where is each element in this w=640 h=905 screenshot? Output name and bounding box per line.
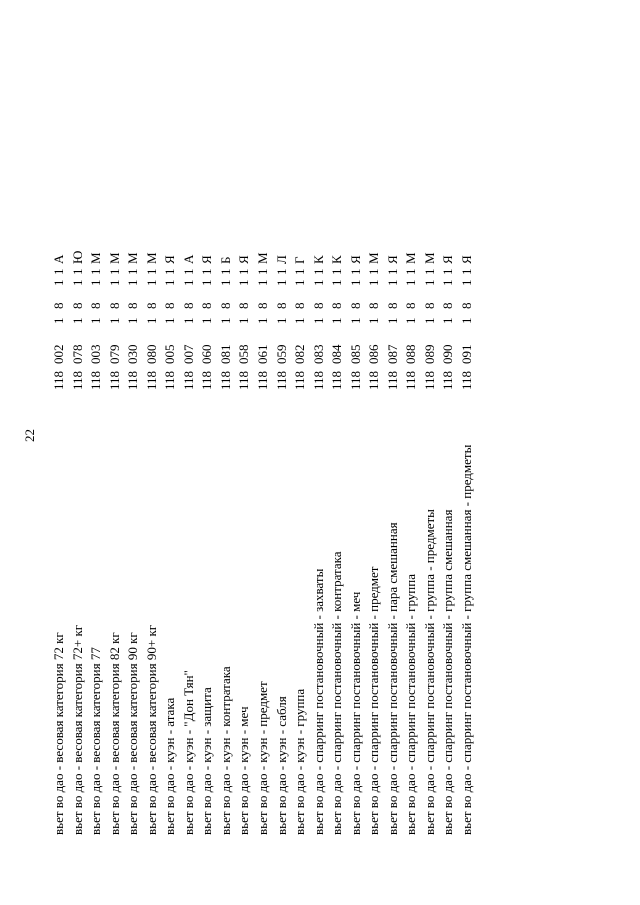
code-prefix: 118 bbox=[273, 370, 289, 390]
code-letter: Я bbox=[459, 255, 475, 264]
code-digit-c: 1 bbox=[199, 279, 215, 286]
code-letter: М bbox=[255, 252, 271, 264]
code-digit-c: 1 bbox=[440, 279, 456, 286]
discipline-name: вьет во дао - куэн - защита bbox=[199, 687, 215, 835]
table-row bbox=[235, 120, 254, 835]
code-digit-a: 1 bbox=[51, 317, 66, 324]
discipline-name: вьет во дао - спарринг постановочный - контратака bbox=[329, 551, 345, 835]
code-number: 005 bbox=[162, 344, 178, 364]
code-letter: Л bbox=[273, 255, 289, 264]
code-digit-d: 1 bbox=[88, 268, 104, 275]
code-digit-b: 8 bbox=[217, 302, 233, 309]
code-digit-b: 8 bbox=[51, 302, 66, 309]
code-number: 080 bbox=[143, 344, 159, 364]
code-digit-c: 1 bbox=[69, 279, 85, 286]
code-letter: Б bbox=[217, 256, 233, 264]
code-digit-a: 1 bbox=[273, 317, 289, 324]
code-digit-a: 1 bbox=[69, 317, 85, 324]
code-digit-b: 8 bbox=[180, 302, 196, 309]
code-prefix: 118 bbox=[217, 370, 233, 390]
code-digit-a: 1 bbox=[310, 317, 326, 324]
code-digit-b: 8 bbox=[459, 302, 475, 309]
discipline-name: вьет во дао - куэн - контратака bbox=[217, 666, 233, 835]
code-digit-c: 1 bbox=[125, 279, 141, 286]
table-row bbox=[365, 120, 384, 835]
code-digit-a: 1 bbox=[199, 317, 215, 324]
table-row bbox=[328, 120, 347, 835]
code-digit-b: 8 bbox=[88, 302, 104, 309]
discipline-name: вьет во дао - куэн - предмет bbox=[255, 681, 271, 835]
discipline-name: вьет во дао - куэн - сабля bbox=[273, 696, 289, 835]
code-digit-d: 1 bbox=[403, 268, 419, 275]
code-digit-b: 8 bbox=[162, 302, 178, 309]
table-row bbox=[69, 120, 88, 835]
code-digit-a: 1 bbox=[292, 317, 308, 324]
code-digit-c: 1 bbox=[347, 279, 363, 286]
code-digit-d: 1 bbox=[440, 268, 456, 275]
code-letter: К bbox=[329, 255, 345, 264]
code-prefix: 118 bbox=[347, 370, 363, 390]
code-number: 091 bbox=[459, 344, 475, 364]
code-letter: А bbox=[180, 254, 196, 264]
code-prefix: 118 bbox=[384, 370, 400, 390]
code-digit-c: 1 bbox=[88, 279, 104, 286]
code-number: 059 bbox=[273, 344, 289, 364]
code-digit-b: 8 bbox=[236, 302, 252, 309]
code-digit-b: 8 bbox=[125, 302, 141, 309]
code-digit-b: 8 bbox=[273, 302, 289, 309]
code-digit-a: 1 bbox=[143, 317, 159, 324]
code-digit-a: 1 bbox=[125, 317, 141, 324]
code-digit-a: 1 bbox=[180, 317, 196, 324]
code-letter: Я bbox=[162, 255, 178, 264]
code-digit-c: 1 bbox=[310, 279, 326, 286]
code-digit-c: 1 bbox=[143, 279, 159, 286]
table-row bbox=[291, 120, 310, 835]
code-digit-c: 1 bbox=[366, 279, 382, 286]
code-digit-b: 8 bbox=[106, 302, 122, 309]
code-digit-b: 8 bbox=[255, 302, 271, 309]
code-letter: М bbox=[366, 252, 382, 264]
code-digit-c: 1 bbox=[180, 279, 196, 286]
page-number: 22 bbox=[22, 429, 37, 442]
code-letter: Я bbox=[199, 255, 215, 264]
code-digit-c: 1 bbox=[273, 279, 289, 286]
code-digit-d: 1 bbox=[236, 268, 252, 275]
table-row bbox=[273, 120, 292, 835]
code-number: 082 bbox=[292, 344, 308, 364]
discipline-name: вьет во дао - весовая категория 82 кг bbox=[106, 632, 122, 835]
code-prefix: 118 bbox=[180, 370, 196, 390]
code-digit-d: 1 bbox=[329, 268, 345, 275]
code-letter: М bbox=[421, 252, 437, 264]
code-digit-c: 1 bbox=[162, 279, 178, 286]
code-letter: М bbox=[106, 252, 122, 264]
code-digit-b: 8 bbox=[310, 302, 326, 309]
code-prefix: 118 bbox=[143, 370, 159, 390]
code-prefix: 118 bbox=[106, 370, 122, 390]
code-digit-d: 1 bbox=[199, 268, 215, 275]
code-prefix: 118 bbox=[255, 370, 271, 390]
code-prefix: 118 bbox=[329, 370, 345, 390]
code-letter: Я bbox=[384, 255, 400, 264]
table-row bbox=[384, 120, 403, 835]
discipline-name: вьет во дао - куэн - группа bbox=[292, 688, 308, 835]
code-number: 058 bbox=[236, 344, 252, 364]
code-number: 002 bbox=[51, 344, 66, 364]
discipline-name: вьет во дао - спарринг постановочный - предмет bbox=[366, 566, 382, 835]
table-row bbox=[217, 120, 236, 835]
code-prefix: 118 bbox=[236, 370, 252, 390]
code-letter: Ю bbox=[69, 250, 85, 264]
code-digit-c: 1 bbox=[255, 279, 271, 286]
discipline-name: вьет во дао - спарринг постановочный - группа смешанная bbox=[440, 509, 456, 835]
table-row bbox=[347, 120, 366, 835]
code-prefix: 118 bbox=[440, 370, 456, 390]
table-row bbox=[50, 120, 69, 835]
code-digit-a: 1 bbox=[88, 317, 104, 324]
code-digit-a: 1 bbox=[106, 317, 122, 324]
code-digit-d: 1 bbox=[162, 268, 178, 275]
code-prefix: 118 bbox=[69, 370, 85, 390]
code-letter: Г bbox=[292, 256, 308, 264]
code-digit-c: 1 bbox=[421, 279, 437, 286]
code-digit-d: 1 bbox=[180, 268, 196, 275]
code-prefix: 118 bbox=[162, 370, 178, 390]
code-number: 030 bbox=[125, 344, 141, 364]
discipline-name: вьет во дао - спарринг постановочный - захваты bbox=[310, 568, 326, 835]
code-digit-a: 1 bbox=[403, 317, 419, 324]
code-digit-d: 1 bbox=[292, 268, 308, 275]
table-row bbox=[402, 120, 421, 835]
code-prefix: 118 bbox=[421, 370, 437, 390]
code-digit-d: 1 bbox=[51, 268, 66, 275]
table-row bbox=[439, 120, 458, 835]
code-digit-d: 1 bbox=[384, 268, 400, 275]
table-row bbox=[124, 120, 143, 835]
code-number: 083 bbox=[310, 344, 326, 364]
code-letter: М bbox=[143, 252, 159, 264]
discipline-name: вьет во дао - весовая категория 77 bbox=[88, 647, 104, 835]
code-digit-d: 1 bbox=[143, 268, 159, 275]
code-digit-c: 1 bbox=[384, 279, 400, 286]
discipline-name: вьет во дао - спарринг постановочный - группа bbox=[403, 574, 419, 835]
code-digit-a: 1 bbox=[162, 317, 178, 324]
code-digit-b: 8 bbox=[347, 302, 363, 309]
code-number: 007 bbox=[180, 344, 196, 364]
code-digit-b: 8 bbox=[199, 302, 215, 309]
code-letter: М bbox=[88, 252, 104, 264]
code-number: 060 bbox=[199, 344, 215, 364]
discipline-name: вьет во дао - спарринг постановочный - меч bbox=[347, 591, 363, 835]
discipline-name: вьет во дао - весовая категория 90+ кг bbox=[143, 624, 159, 835]
code-digit-a: 1 bbox=[459, 317, 475, 324]
table-row bbox=[161, 120, 180, 835]
table-row bbox=[310, 120, 329, 835]
code-digit-c: 1 bbox=[106, 279, 122, 286]
code-number: 086 bbox=[366, 344, 382, 364]
code-digit-d: 1 bbox=[255, 268, 271, 275]
table-row bbox=[180, 120, 199, 835]
table-row bbox=[198, 120, 217, 835]
code-digit-d: 1 bbox=[421, 268, 437, 275]
code-prefix: 118 bbox=[366, 370, 382, 390]
code-letter: Я bbox=[347, 255, 363, 264]
code-number: 084 bbox=[329, 344, 345, 364]
code-number: 081 bbox=[217, 344, 233, 364]
code-number: 003 bbox=[88, 344, 104, 364]
code-digit-c: 1 bbox=[329, 279, 345, 286]
code-digit-b: 8 bbox=[440, 302, 456, 309]
code-digit-c: 1 bbox=[217, 279, 233, 286]
code-number: 079 bbox=[106, 344, 122, 364]
code-prefix: 118 bbox=[88, 370, 104, 390]
table-row bbox=[458, 120, 477, 835]
code-prefix: 118 bbox=[459, 370, 475, 390]
code-digit-c: 1 bbox=[292, 279, 308, 286]
discipline-name: вьет во дао - куэн - атака bbox=[162, 697, 178, 835]
discipline-name: вьет во дао - весовая категория 72+ кг bbox=[69, 624, 85, 835]
code-digit-b: 8 bbox=[292, 302, 308, 309]
code-digit-d: 1 bbox=[459, 268, 475, 275]
code-digit-a: 1 bbox=[366, 317, 382, 324]
table-row bbox=[87, 120, 106, 835]
code-prefix: 118 bbox=[310, 370, 326, 390]
code-digit-b: 8 bbox=[384, 302, 400, 309]
code-letter: М bbox=[403, 252, 419, 264]
code-digit-d: 1 bbox=[273, 268, 289, 275]
code-prefix: 118 bbox=[125, 370, 141, 390]
code-prefix: 118 bbox=[51, 370, 66, 390]
table-row bbox=[143, 120, 162, 835]
code-digit-b: 8 bbox=[366, 302, 382, 309]
discipline-name: вьет во дао - весовая категория 90 кг bbox=[125, 632, 141, 835]
code-digit-a: 1 bbox=[217, 317, 233, 324]
code-digit-b: 8 bbox=[421, 302, 437, 309]
code-digit-a: 1 bbox=[329, 317, 345, 324]
code-letter: А bbox=[51, 254, 66, 264]
code-letter: Я bbox=[236, 255, 252, 264]
code-digit-d: 1 bbox=[347, 268, 363, 275]
code-letter: К bbox=[310, 255, 326, 264]
code-digit-d: 1 bbox=[366, 268, 382, 275]
sports-code-table bbox=[50, 120, 477, 835]
code-digit-b: 8 bbox=[69, 302, 85, 309]
code-digit-a: 1 bbox=[255, 317, 271, 324]
table-row bbox=[254, 120, 273, 835]
code-digit-a: 1 bbox=[236, 317, 252, 324]
code-digit-a: 1 bbox=[421, 317, 437, 324]
code-digit-d: 1 bbox=[310, 268, 326, 275]
discipline-name: вьет во дао - спарринг постановочный - группа - предметы bbox=[421, 509, 437, 835]
code-number: 085 bbox=[347, 344, 363, 364]
discipline-name: вьет во дао - спарринг постановочный - группа смешанная - предметы bbox=[459, 444, 475, 835]
code-digit-b: 8 bbox=[403, 302, 419, 309]
code-digit-c: 1 bbox=[459, 279, 475, 286]
code-digit-c: 1 bbox=[236, 279, 252, 286]
code-number: 090 bbox=[440, 344, 456, 364]
discipline-name: вьет во дао - весовая категория 72 кг bbox=[51, 632, 66, 835]
code-digit-c: 1 bbox=[403, 279, 419, 286]
code-digit-d: 1 bbox=[106, 268, 122, 275]
code-digit-a: 1 bbox=[347, 317, 363, 324]
code-number: 087 bbox=[384, 344, 400, 364]
code-digit-c: 1 bbox=[51, 279, 66, 286]
code-letter: М bbox=[125, 252, 141, 264]
code-digit-d: 1 bbox=[217, 268, 233, 275]
table-row bbox=[421, 120, 440, 835]
code-digit-a: 1 bbox=[440, 317, 456, 324]
code-letter: Я bbox=[440, 255, 456, 264]
discipline-name: вьет во дао - куэн - "Дон Тян" bbox=[180, 670, 196, 835]
discipline-name: вьет во дао - спарринг постановочный - пара смешанная bbox=[384, 522, 400, 835]
code-prefix: 118 bbox=[199, 370, 215, 390]
code-prefix: 118 bbox=[292, 370, 308, 390]
code-prefix: 118 bbox=[403, 370, 419, 390]
table-row bbox=[106, 120, 125, 835]
code-number: 078 bbox=[69, 344, 85, 364]
code-number: 061 bbox=[255, 344, 271, 364]
code-digit-d: 1 bbox=[125, 268, 141, 275]
code-digit-b: 8 bbox=[143, 302, 159, 309]
code-digit-a: 1 bbox=[384, 317, 400, 324]
discipline-name: вьет во дао - куэн - меч bbox=[236, 706, 252, 835]
code-digit-b: 8 bbox=[329, 302, 345, 309]
code-digit-d: 1 bbox=[69, 268, 85, 275]
code-number: 088 bbox=[403, 344, 419, 364]
code-number: 089 bbox=[421, 344, 437, 364]
